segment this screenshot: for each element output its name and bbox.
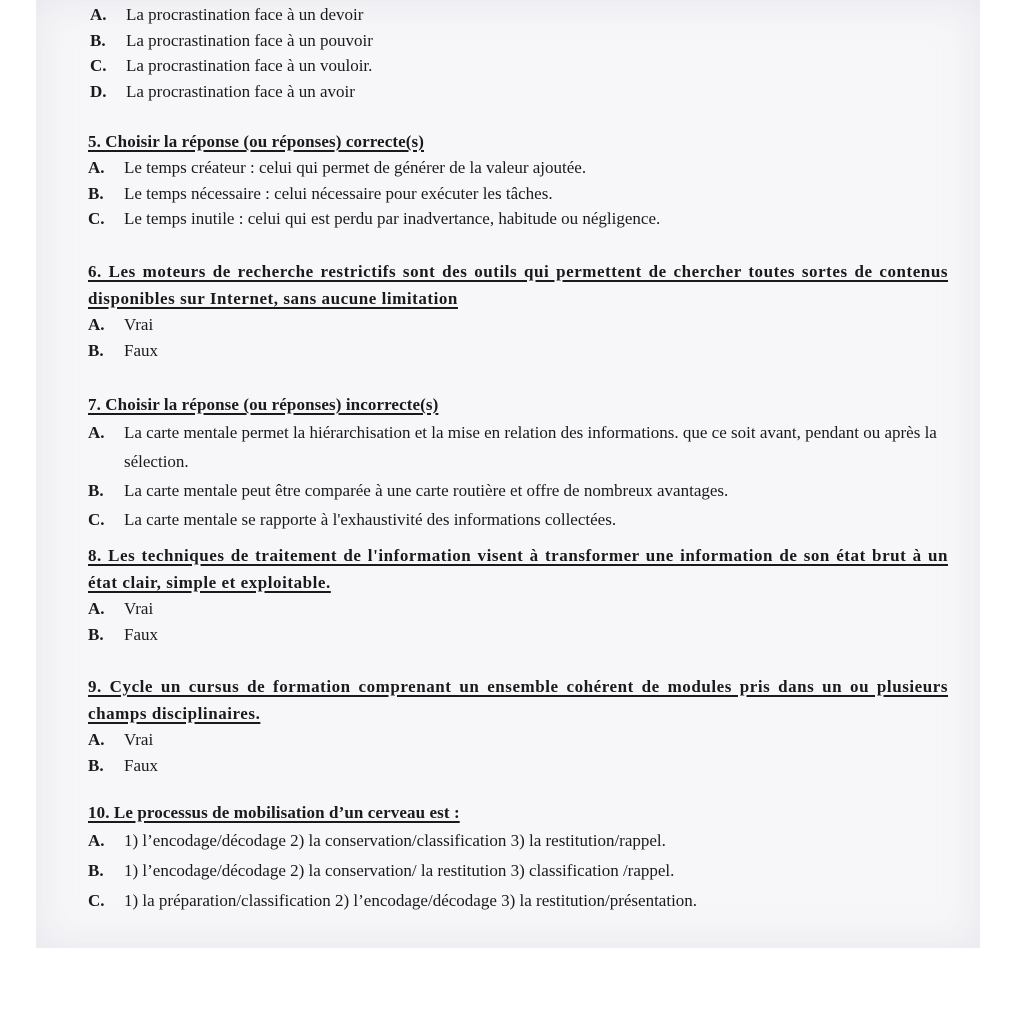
option-a [88, 155, 948, 181]
option-c [88, 886, 948, 916]
option-letter: C. [88, 891, 105, 910]
option-letter: A. [90, 5, 107, 24]
option-letter: B. [90, 30, 106, 50]
option-text: La procrastination face à un devoir [126, 5, 364, 24]
option-b [88, 622, 948, 648]
option-text: Le temps créateur : celui qui permet de générer de la valeur ajoutée. [124, 158, 587, 177]
question-8 [88, 542, 948, 647]
question-4 [90, 2, 950, 104]
option-letter: A. [88, 158, 105, 177]
option-c [90, 53, 950, 79]
option-text: Vrai [124, 315, 154, 334]
question-title: 8. Les techniques de traitement de l'information visent à transformer une information de son état brut à un état clair, simple et exploitable. [88, 546, 948, 592]
question-title: 7. Choisir la réponse (ou réponses) incorrecte(s) [88, 395, 439, 414]
option-letter: A. [88, 423, 105, 442]
option-text: La procrastination face à un vouloir. [126, 56, 373, 76]
question-title: 10. Le processus de mobilisation d’un cerveau est : [88, 803, 460, 822]
option-a [88, 826, 948, 856]
option-b [88, 181, 948, 207]
option-text: La procrastination face à un pouvoir [126, 30, 373, 50]
option-d [90, 79, 950, 105]
question-6 [88, 258, 948, 363]
option-letter: B. [88, 481, 104, 500]
option-c [88, 505, 948, 534]
option-text: La carte mentale se rapporte à l'exhaustivité des informations collectées. [124, 510, 617, 529]
option-text: 1) l’encodage/décodage 2) la conservation/ la restitution 3) classification /rappel. [124, 861, 675, 880]
option-b [88, 753, 948, 779]
option-text: Vrai [124, 599, 154, 618]
option-letter: B. [88, 183, 104, 203]
question-title: 5. Choisir la réponse (ou réponses) correcte(s) [88, 132, 424, 151]
option-b [90, 28, 950, 54]
option-a [90, 2, 950, 28]
option-letter: A. [88, 831, 105, 850]
option-letter: A. [88, 599, 105, 618]
option-text: Vrai [124, 730, 154, 749]
option-a [88, 596, 948, 622]
option-text: La carte mentale peut être comparée à une carte routière et offre de nombreux avantages. [124, 481, 729, 500]
question-10 [88, 799, 948, 916]
question-title: 9. Cycle un cursus de formation comprenant un ensemble cohérent de modules pris dans un ou plusieurs champs disciplinaires. [88, 677, 948, 723]
option-a [88, 418, 948, 476]
option-b [88, 856, 948, 886]
option-letter: B. [88, 755, 104, 775]
option-a [88, 727, 948, 753]
option-letter: B. [88, 340, 104, 360]
option-text: La procrastination face à un avoir [126, 81, 355, 101]
option-a [88, 312, 948, 338]
option-letter: D. [90, 81, 107, 101]
question-9 [88, 673, 948, 778]
option-letter: B. [88, 861, 104, 880]
option-text: Le temps nécessaire : celui nécessaire pour exécuter les tâches. [124, 183, 553, 203]
option-text: Faux [124, 755, 158, 775]
option-letter: C. [90, 56, 107, 76]
option-letter: A. [88, 730, 105, 749]
question-7 [88, 391, 948, 534]
option-text: Le temps inutile : celui qui est perdu par inadvertance, habitude ou négligence. [124, 209, 661, 229]
option-text: La carte mentale permet la hiérarchisation et la mise en relation des informations. que ce soit avant, pendant ou après la sélection. [124, 423, 937, 471]
option-b [88, 476, 948, 505]
option-c [88, 206, 948, 232]
option-letter: A. [88, 315, 105, 334]
option-text: Faux [124, 624, 158, 644]
question-5 [88, 128, 948, 232]
option-b [88, 338, 948, 364]
option-letter: B. [88, 624, 104, 644]
option-text: 1) l’encodage/décodage 2) la conservation/classification 3) la restitution/rappel. [124, 831, 666, 850]
option-letter: C. [88, 510, 105, 529]
option-text: Faux [124, 340, 158, 360]
option-text: 1) la préparation/classification 2) l’encodage/décodage 3) la restitution/présentation. [124, 891, 698, 910]
option-letter: C. [88, 209, 105, 229]
question-title: 6. Les moteurs de recherche restrictifs sont des outils qui permettent de chercher toutes sortes de contenus disponibles sur Internet, sans aucune limitation [88, 262, 948, 308]
